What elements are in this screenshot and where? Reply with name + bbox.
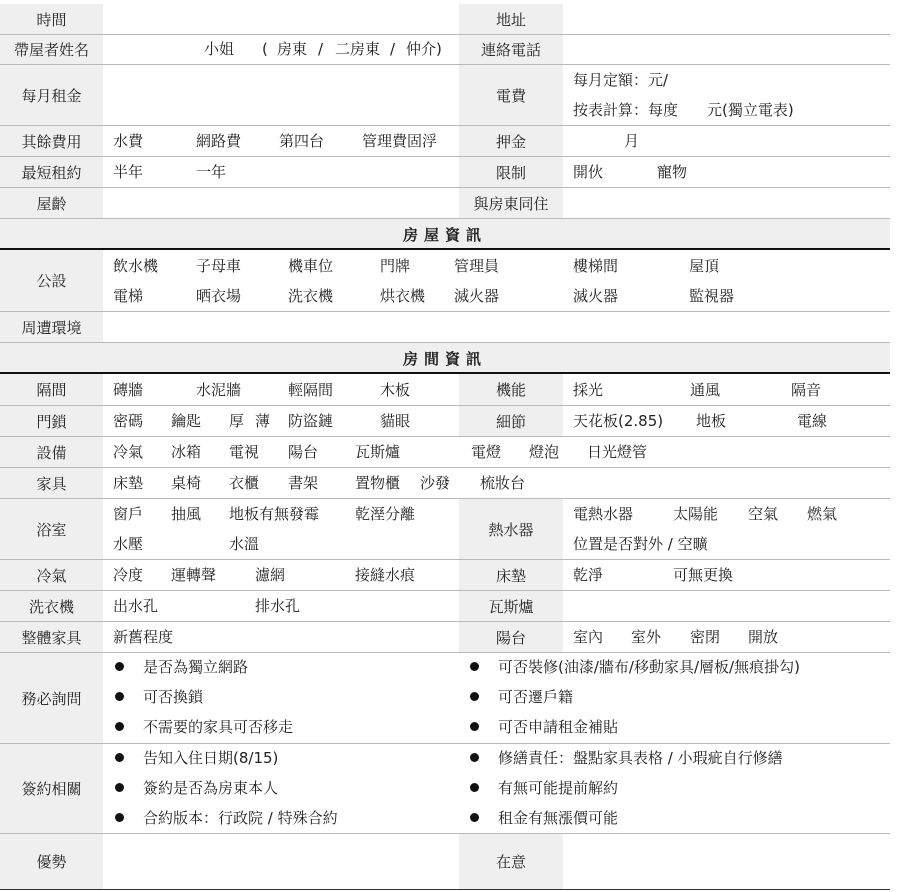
agent-miss: 小姐 bbox=[204, 40, 235, 58]
must-ask-item: 可否申請租金補貼 bbox=[498, 718, 619, 736]
partition-item: 水泥牆 bbox=[196, 381, 242, 399]
mattress-item: 乾淨 bbox=[573, 566, 604, 584]
balcony-item: 密閉 bbox=[690, 628, 721, 646]
label-aircon: 冷氣 bbox=[0, 560, 103, 590]
facility-item: 電梯 bbox=[113, 287, 144, 305]
lock-item: 鑰匙 bbox=[171, 412, 202, 430]
label-water-heater: 熱水器 bbox=[459, 499, 563, 559]
label-electricity: 電費 bbox=[459, 65, 563, 125]
facility-item: 飲水機 bbox=[113, 257, 159, 275]
heater-item: 太陽能 bbox=[673, 505, 719, 523]
label-other-fees: 其餘費用 bbox=[0, 126, 103, 156]
contract-item: 有無可能提前解約 bbox=[498, 779, 619, 797]
detail-item: 電線 bbox=[797, 412, 828, 430]
agent-sublandlord: 二房東 bbox=[335, 40, 381, 58]
restriction-item: 開伙 bbox=[573, 163, 604, 181]
heater-item: 電熱水器 bbox=[573, 505, 634, 523]
agent-landlord: 房東 bbox=[277, 40, 308, 58]
facility-item: 管理員 bbox=[454, 257, 500, 275]
section-title-house: 房屋資訊 bbox=[0, 219, 890, 249]
label-time: 時間 bbox=[0, 4, 103, 34]
aircon-item: 運轉聲 bbox=[171, 566, 217, 584]
furniture-item: 置物櫃 bbox=[355, 474, 401, 492]
lease-option: 一年 bbox=[196, 163, 227, 181]
label-live-with-landlord: 與房東同住 bbox=[459, 188, 563, 218]
bullet bbox=[115, 722, 124, 731]
furniture-item: 衣櫃 bbox=[229, 474, 260, 492]
aircon-item: 接縫水痕 bbox=[355, 566, 416, 584]
contract-item: 簽約是否為房東本人 bbox=[143, 779, 279, 797]
contract-item: 租金有無漲價可能 bbox=[498, 809, 619, 827]
aircon-item: 濾網 bbox=[255, 566, 286, 584]
detail-item: 地板 bbox=[696, 412, 727, 430]
label-washer: 洗衣機 bbox=[0, 591, 103, 621]
equipment-item: 冰箱 bbox=[171, 443, 202, 461]
equipment-item: 電視 bbox=[229, 443, 260, 461]
lock-item: 密碼 bbox=[113, 412, 144, 430]
bullet bbox=[115, 662, 124, 671]
equipment-item: 瓦斯爐 bbox=[355, 443, 401, 461]
bathroom-item: 水壓 bbox=[113, 535, 144, 553]
lock-item: 防盜鏈 bbox=[288, 412, 334, 430]
label-door-lock: 門鎖 bbox=[0, 406, 103, 436]
electricity-metered: 按表計算：每度 bbox=[573, 101, 679, 119]
electricity-meter-unit: 元(獨立電表) bbox=[707, 101, 794, 119]
must-ask-item: 可否裝修(油漆/牆布/移動家具/層板/無痕掛勾) bbox=[498, 658, 800, 676]
heater-item: 空氣 bbox=[748, 505, 779, 523]
furniture-item: 床墊 bbox=[113, 474, 144, 492]
lock-item: 薄 bbox=[255, 412, 271, 430]
bullet bbox=[470, 753, 479, 762]
equipment-item: 燈泡 bbox=[529, 443, 560, 461]
label-building-age: 屋齡 bbox=[0, 188, 103, 218]
label-min-lease: 最短租約 bbox=[0, 157, 103, 187]
label-contact-phone: 連絡電話 bbox=[459, 35, 563, 64]
furniture-item: 梳妝台 bbox=[480, 474, 526, 492]
agent-slash-1: / bbox=[318, 40, 324, 58]
bullet bbox=[470, 722, 479, 731]
agent-slash-2: / bbox=[390, 40, 396, 58]
label-balcony: 陽台 bbox=[459, 622, 563, 652]
equipment-item: 冷氣 bbox=[113, 443, 144, 461]
lock-item: 貓眼 bbox=[380, 412, 411, 430]
fee-item: 管理費固浮 bbox=[362, 132, 438, 150]
must-ask-item: 可否遷戶籍 bbox=[498, 688, 574, 706]
restriction-item: 寵物 bbox=[657, 163, 688, 181]
bullet bbox=[470, 692, 479, 701]
function-item: 隔音 bbox=[791, 381, 822, 399]
equipment-item: 日光燈管 bbox=[587, 443, 648, 461]
label-address: 地址 bbox=[459, 4, 563, 34]
lease-option: 半年 bbox=[113, 163, 144, 181]
balcony-item: 開放 bbox=[748, 628, 779, 646]
must-ask-item: 是否為獨立網路 bbox=[143, 658, 249, 676]
contract-item: 修繕責任：盤點家具表格 / 小瑕疵自行修繕 bbox=[498, 749, 783, 767]
label-furniture: 家具 bbox=[0, 468, 103, 498]
facility-item: 滅火器 bbox=[454, 287, 500, 305]
fee-item: 水費 bbox=[113, 132, 144, 150]
label-concerns: 在意 bbox=[459, 834, 563, 889]
agent-broker: 仲介) bbox=[406, 40, 442, 58]
lock-item: 厚 bbox=[229, 412, 245, 430]
label-equipment: 設備 bbox=[0, 437, 103, 467]
label-restrictions: 限制 bbox=[459, 157, 563, 187]
balcony-item: 室內 bbox=[573, 628, 604, 646]
facility-item: 晒衣場 bbox=[196, 287, 242, 305]
partition-item: 木板 bbox=[380, 381, 411, 399]
electricity-fixed: 每月定額：元/ bbox=[573, 71, 669, 89]
furniture-item: 桌椅 bbox=[171, 474, 202, 492]
facility-item: 屋頂 bbox=[689, 257, 720, 275]
section-title-room: 房間資訊 bbox=[0, 343, 890, 373]
label-contract: 簽約相關 bbox=[0, 744, 103, 833]
washer-item: 排水孔 bbox=[255, 597, 301, 615]
label-gas-stove: 瓦斯爐 bbox=[459, 591, 563, 621]
label-function: 機能 bbox=[459, 374, 563, 405]
label-bathroom: 浴室 bbox=[0, 499, 103, 559]
facility-item: 烘衣機 bbox=[380, 287, 426, 305]
agent-role-open: ( bbox=[262, 40, 268, 58]
detail-item: 天花板(2.85) bbox=[573, 412, 664, 430]
bathroom-item: 窗戶 bbox=[113, 505, 144, 523]
heater-location: 位置是否對外 / 空曠 bbox=[573, 535, 708, 553]
facility-item: 機車位 bbox=[288, 257, 334, 275]
facility-item: 子母車 bbox=[196, 257, 242, 275]
equipment-item: 電燈 bbox=[471, 443, 502, 461]
label-facilities: 公設 bbox=[0, 250, 103, 311]
function-item: 採光 bbox=[573, 381, 604, 399]
balcony-item: 室外 bbox=[631, 628, 662, 646]
facility-item: 樓梯間 bbox=[573, 257, 619, 275]
deposit-unit: 月 bbox=[624, 132, 640, 150]
fee-item: 第四台 bbox=[279, 132, 325, 150]
bathroom-item: 水溫 bbox=[229, 535, 260, 553]
bathroom-item: 地板有無發霉 bbox=[229, 505, 320, 523]
label-advantages: 優勢 bbox=[0, 834, 103, 889]
furniture-item: 沙發 bbox=[420, 474, 451, 492]
bullet bbox=[115, 813, 124, 822]
facility-item: 滅火器 bbox=[573, 287, 619, 305]
bullet bbox=[470, 813, 479, 822]
bullet bbox=[115, 692, 124, 701]
facility-item: 門牌 bbox=[380, 257, 411, 275]
bullet bbox=[470, 783, 479, 792]
furniture-item: 書架 bbox=[288, 474, 319, 492]
label-overall-furniture: 整體家具 bbox=[0, 622, 103, 652]
must-ask-item: 可否換鎖 bbox=[143, 688, 204, 706]
washer-item: 出水孔 bbox=[113, 597, 159, 615]
label-must-ask: 務必詢問 bbox=[0, 653, 103, 743]
bullet bbox=[115, 783, 124, 792]
label-mattress: 床墊 bbox=[459, 560, 563, 590]
bathroom-item: 抽風 bbox=[171, 505, 202, 523]
aircon-item: 冷度 bbox=[113, 566, 144, 584]
label-details: 細節 bbox=[459, 406, 563, 436]
label-deposit: 押金 bbox=[459, 126, 563, 156]
fee-item: 網路費 bbox=[196, 132, 242, 150]
bullet bbox=[470, 662, 479, 671]
label-agent-name: 帶屋者姓名 bbox=[0, 35, 103, 64]
label-partition: 隔間 bbox=[0, 374, 103, 405]
contract-item: 告知入住日期(8/15) bbox=[143, 749, 279, 767]
equipment-item: 陽台 bbox=[288, 443, 319, 461]
heater-item: 燃氣 bbox=[807, 505, 838, 523]
contract-item: 合約版本：行政院 / 特殊合約 bbox=[143, 809, 338, 827]
must-ask-item: 不需要的家具可否移走 bbox=[143, 718, 294, 736]
bullet bbox=[115, 753, 124, 762]
function-item: 通風 bbox=[690, 381, 721, 399]
bathroom-item: 乾溼分離 bbox=[355, 505, 416, 523]
overall-item: 新舊程度 bbox=[113, 628, 174, 646]
partition-item: 輕隔間 bbox=[288, 381, 334, 399]
mattress-item: 可無更換 bbox=[673, 566, 734, 584]
facility-item: 監視器 bbox=[689, 287, 735, 305]
partition-item: 磚牆 bbox=[113, 381, 144, 399]
facility-item: 洗衣機 bbox=[288, 287, 334, 305]
label-surroundings: 周遭環境 bbox=[0, 312, 103, 342]
label-monthly-rent: 每月租金 bbox=[0, 65, 103, 125]
